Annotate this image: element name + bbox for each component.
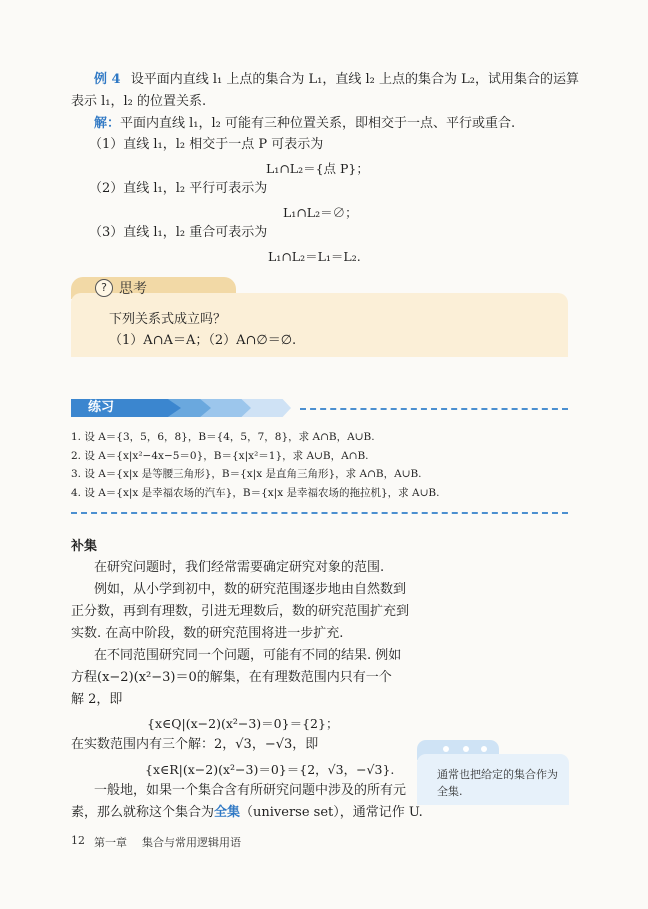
case-1: （1）直线 l₁，l₂ 相交于一点 P 可表示为 bbox=[89, 137, 324, 152]
paragraph-3-line-3: 解 2，即 bbox=[71, 692, 123, 707]
exercise-title: 练习 bbox=[88, 400, 115, 415]
divider-top bbox=[300, 408, 568, 410]
equation-rational: {x∈Q|(x−2)(x²−3)＝0}＝{2}； bbox=[147, 716, 339, 731]
note-dot bbox=[481, 746, 487, 752]
paragraph-2-line-1: 例如，从小学到初中，数的研究范围逐步地由自然数到 bbox=[94, 582, 407, 597]
paragraph-5-text-a: 素，那么就称这个集合为 bbox=[71, 805, 215, 820]
paragraph-5-text-b: （universe set），通常记作 U. bbox=[240, 805, 423, 820]
exercise-item-3: 3. 设 A＝{x|x 是等腰三角形}，B＝{x|x 是直角三角形}，求 A∩B，A∪B. bbox=[71, 468, 422, 480]
question-icon: ? bbox=[95, 279, 113, 297]
paragraph-1: 在研究问题时，我们经常需要确定研究对象的范围. bbox=[94, 560, 385, 575]
paragraph-3-line-2: 方程(x−2)(x²−3)＝0的解集，在有理数范围内只有一个 bbox=[71, 670, 392, 685]
example-label: 例 4 bbox=[94, 72, 121, 87]
paragraph-5-line-1: 一般地，如果一个集合含有所研究问题中涉及的所有元 bbox=[94, 783, 407, 798]
case-2: （2）直线 l₁，l₂ 平行可表示为 bbox=[89, 181, 268, 196]
exercise-item-4: 4. 设 A＝{x|x 是幸福农场的汽车}，B＝{x|x 是幸福农场的拖拉机}，求 A∪B. bbox=[71, 487, 440, 499]
term-universe-set: 全集 bbox=[214, 805, 241, 820]
equation-3: L₁∩L₂＝L₁＝L₂. bbox=[268, 249, 361, 264]
thinking-line-2: （1）A∩A＝A；（2）A∩∅＝∅. bbox=[109, 333, 297, 348]
example-text-1: 设平面内直线 l₁ 上点的集合为 L₁，直线 l₂ 上点的集合为 L₂，试用集合的运算 bbox=[130, 72, 579, 87]
paragraph-2-line-2: 正分数，再到有理数，引进无理数后，数的研究范围扩充到 bbox=[71, 604, 410, 619]
solution-label: 解： bbox=[94, 116, 121, 131]
exercise-item-2: 2. 设 A＝{x|x²−4x−5＝0}，B＝{x|x²＝1}，求 A∪B，A∩B. bbox=[71, 450, 369, 462]
example-line-2: 表示 l₁，l₂ 的位置关系. bbox=[71, 94, 207, 109]
equation-1: L₁∩L₂＝{点 P}； bbox=[266, 161, 369, 176]
example-line-1 bbox=[94, 71, 579, 89]
page-number: 12 bbox=[71, 834, 85, 847]
chapter-label: 第一章 bbox=[94, 836, 127, 849]
thinking-line-1: 下列关系式成立吗？ bbox=[109, 312, 227, 327]
exercise-item-1: 1. 设 A＝{3，5，6，8}，B＝{4，5，7，8}，求 A∩B，A∪B. bbox=[71, 431, 375, 443]
divider-bottom bbox=[71, 512, 568, 514]
side-note bbox=[417, 740, 569, 805]
case-3: （3）直线 l₁，l₂ 重合可表示为 bbox=[89, 225, 268, 240]
solution-text: 平面内直线 l₁，l₂ 可能有三种位置关系，即相交于一点、平行或重合. bbox=[120, 116, 516, 131]
paragraph-4: 在实数范围内有三个解：2，√3，−√3，即 bbox=[71, 737, 319, 752]
solution-line bbox=[94, 115, 515, 133]
note-dot bbox=[443, 746, 449, 752]
thinking-box bbox=[71, 277, 568, 357]
equation-real: {x∈R|(x−2)(x²−3)＝0}＝{2，√3，−√3}. bbox=[145, 762, 395, 777]
side-note-text: 通常也把给定的集合作为全集. bbox=[437, 768, 558, 798]
paragraph-5-line-2 bbox=[71, 804, 423, 822]
paragraph-2-line-3: 实数. 在高中阶段，数的研究范围将进一步扩充. bbox=[71, 626, 344, 641]
note-dot bbox=[463, 746, 469, 752]
paragraph-3-line-1: 在不同范围研究同一个问题，可能有不同的结果. 例如 bbox=[94, 648, 402, 663]
section-heading: 补集 bbox=[71, 539, 98, 554]
chapter-title: 集合与常用逻辑用语 bbox=[142, 836, 241, 849]
thinking-title: 思考 bbox=[119, 281, 147, 297]
equation-2: L₁∩L₂＝∅； bbox=[283, 205, 358, 220]
